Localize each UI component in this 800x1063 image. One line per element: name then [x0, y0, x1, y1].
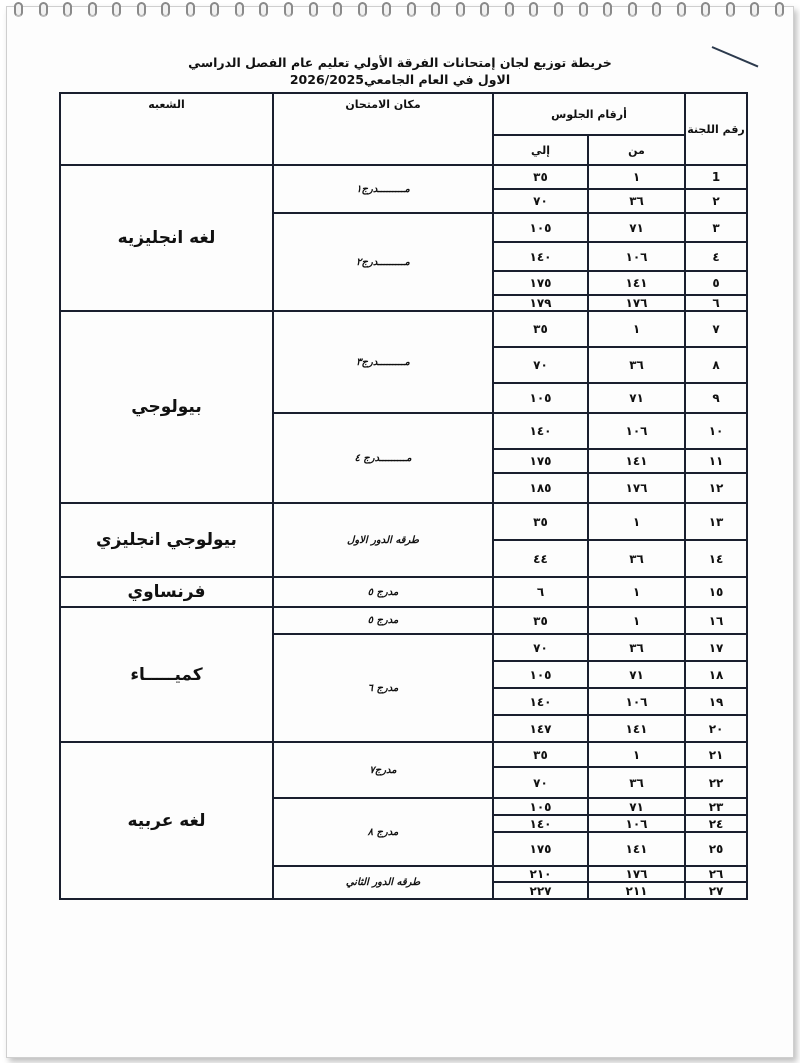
- binder-ring: [39, 2, 48, 17]
- header-to: إلي: [493, 135, 588, 165]
- exam-place: طرقه الدور الاول: [273, 503, 493, 577]
- header-division: الشعبه: [60, 93, 273, 165]
- binder-ring: [677, 2, 686, 17]
- binder-ring: [210, 2, 219, 17]
- binder-ring: [529, 2, 538, 17]
- table-row: [60, 503, 747, 540]
- seat-to: ٣٥: [493, 742, 588, 767]
- seat-from: ٧١: [588, 213, 685, 242]
- binder-ring: [579, 2, 588, 17]
- binder-ring: [14, 2, 23, 17]
- seat-from: ١٠٦: [588, 242, 685, 271]
- seat-to: ٤٤: [493, 540, 588, 577]
- committee-number: ١١: [685, 449, 747, 473]
- seat-from: ١٠٦: [588, 688, 685, 715]
- seat-to: ١٤٠: [493, 688, 588, 715]
- committee-number: 1: [685, 165, 747, 189]
- binder-ring: [284, 2, 293, 17]
- binder-ring: [775, 2, 784, 17]
- binder-ring: [112, 2, 121, 17]
- binder-ring: [235, 2, 244, 17]
- seat-to: ١٧٥: [493, 832, 588, 866]
- seat-from: ٣٦: [588, 634, 685, 661]
- committee-number: ١٩: [685, 688, 747, 715]
- committee-number: ٧: [685, 311, 747, 347]
- binder-ring: [63, 2, 72, 17]
- seat-to: ١٠٥: [493, 213, 588, 242]
- seat-to: ١٧٩: [493, 295, 588, 311]
- committee-number: ٢٦: [685, 866, 747, 882]
- exam-place: مدرج ٥: [273, 607, 493, 634]
- header-committee: رقم اللجنة: [685, 93, 747, 165]
- seat-to: ٢٢٧: [493, 882, 588, 899]
- committee-number: ١٧: [685, 634, 747, 661]
- seat-from: ١٤١: [588, 715, 685, 742]
- binder-ring: [382, 2, 391, 17]
- committee-number: ١٣: [685, 503, 747, 540]
- seat-from: ٣٦: [588, 189, 685, 213]
- binder-ring: [554, 2, 563, 17]
- exam-place: مدرج ٨: [273, 798, 493, 866]
- seat-to: ٧٠: [493, 634, 588, 661]
- committee-number: ١٨: [685, 661, 747, 688]
- committee-number: ٢٢: [685, 767, 747, 798]
- header-from: من: [588, 135, 685, 165]
- table-row: [60, 165, 747, 189]
- division-name: لغه انجليزيه: [60, 165, 273, 311]
- exam-distribution-table: [59, 92, 748, 900]
- binder-ring: [456, 2, 465, 17]
- binder-ring: [137, 2, 146, 17]
- seat-to: ٣٥: [493, 311, 588, 347]
- binder-ring: [333, 2, 342, 17]
- seat-to: ٢١٠: [493, 866, 588, 882]
- seat-from: ٧١: [588, 383, 685, 413]
- committee-number: ٢٣: [685, 798, 747, 815]
- seat-to: ٣٥: [493, 503, 588, 540]
- seat-to: ١٧٥: [493, 449, 588, 473]
- committee-number: ٢٤: [685, 815, 747, 832]
- committee-number: ١٢: [685, 473, 747, 503]
- seat-from: ١: [588, 577, 685, 607]
- seat-to: ١٤٠: [493, 815, 588, 832]
- committee-number: ٢٧: [685, 882, 747, 899]
- seat-to: ١٤٠: [493, 413, 588, 449]
- committee-number: ٢٠: [685, 715, 747, 742]
- binder-ring: [161, 2, 170, 17]
- seat-from: ١٧٦: [588, 473, 685, 503]
- seat-from: ١٤١: [588, 449, 685, 473]
- binder-ring: [750, 2, 759, 17]
- header-row: [60, 93, 747, 135]
- table-row: [60, 742, 747, 767]
- seat-to: ١٠٥: [493, 383, 588, 413]
- division-name: كميـــــاء: [60, 607, 273, 742]
- seat-from: ٢١١: [588, 882, 685, 899]
- binder-ring: [628, 2, 637, 17]
- committee-number: ٤: [685, 242, 747, 271]
- binder-ring: [259, 2, 268, 17]
- table-row: [60, 311, 747, 347]
- seat-from: ٧١: [588, 798, 685, 815]
- binder-ring: [358, 2, 367, 17]
- division-name: بيولوجي انجليزي: [60, 503, 273, 577]
- binder-ring: [186, 2, 195, 17]
- binder-ring: [309, 2, 318, 17]
- seat-from: ١٧٦: [588, 295, 685, 311]
- exam-place: طرقه الدور الثاني: [273, 866, 493, 899]
- exam-place: مـــــــــدرج ٤: [273, 413, 493, 503]
- seat-from: ١: [588, 607, 685, 634]
- committee-number: ٨: [685, 347, 747, 383]
- committee-number: ١٦: [685, 607, 747, 634]
- document-title: خريطة توزيع لجان إمتحانات الفرقة الأولي تعليم عام الفصل الدراسي: [188, 55, 612, 70]
- exam-place: مدرج ٦: [273, 634, 493, 742]
- seat-to: ١٨٥: [493, 473, 588, 503]
- seat-to: ٣٥: [493, 165, 588, 189]
- seat-to: ١٤٧: [493, 715, 588, 742]
- exam-place: مـــــــــدرج٢: [273, 213, 493, 311]
- seat-to: ١٧٥: [493, 271, 588, 295]
- seat-to: ١٤٠: [493, 242, 588, 271]
- seat-from: ٣٦: [588, 767, 685, 798]
- division-name: لغه عربيه: [60, 742, 273, 899]
- header-seats: أرقام الجلوس: [493, 93, 685, 135]
- committee-number: ٥: [685, 271, 747, 295]
- seat-to: ٧٠: [493, 767, 588, 798]
- binder-ring: [431, 2, 440, 17]
- binder-ring: [603, 2, 612, 17]
- seat-from: ٧١: [588, 661, 685, 688]
- committee-number: ١٥: [685, 577, 747, 607]
- seat-from: ١٠٦: [588, 815, 685, 832]
- seat-to: ١٠٥: [493, 661, 588, 688]
- seat-to: ٣٥: [493, 607, 588, 634]
- exam-place: مـــــــــدرج١: [273, 165, 493, 213]
- seat-from: ١٤١: [588, 832, 685, 866]
- seat-from: ١٤١: [588, 271, 685, 295]
- committee-number: ١٠: [685, 413, 747, 449]
- seat-to: ٦: [493, 577, 588, 607]
- binder-ring: [701, 2, 710, 17]
- seat-to: ٧٠: [493, 347, 588, 383]
- committee-number: ٩: [685, 383, 747, 413]
- seat-from: ٣٦: [588, 347, 685, 383]
- seat-from: ١٧٦: [588, 866, 685, 882]
- committee-number: ٦: [685, 295, 747, 311]
- seat-from: ١: [588, 742, 685, 767]
- exam-place: مدرج ٥: [273, 577, 493, 607]
- exam-place: مـــــــــدرج٣: [273, 311, 493, 413]
- committee-number: ١٤: [685, 540, 747, 577]
- division-name: بيولوجي: [60, 311, 273, 503]
- seat-to: ٧٠: [493, 189, 588, 213]
- header-place: مكان الامتحان: [273, 93, 493, 165]
- binder-ring: [480, 2, 489, 17]
- seat-from: ١: [588, 503, 685, 540]
- binder-ring: [505, 2, 514, 17]
- committee-number: ٣: [685, 213, 747, 242]
- division-name: فرنساوي: [60, 577, 273, 607]
- seat-from: ٣٦: [588, 540, 685, 577]
- table-row: [60, 577, 747, 607]
- binder-rings: [14, 2, 784, 24]
- binder-ring: [652, 2, 661, 17]
- seat-from: ١: [588, 165, 685, 189]
- seat-from: ١: [588, 311, 685, 347]
- binder-ring: [407, 2, 416, 17]
- document-subtitle: الاول في العام الجامعي2026/2025: [289, 72, 511, 87]
- seat-from: ١٠٦: [588, 413, 685, 449]
- seat-to: ١٠٥: [493, 798, 588, 815]
- committee-number: ٢١: [685, 742, 747, 767]
- table-row: [60, 607, 747, 634]
- exam-place: مدرج٧: [273, 742, 493, 798]
- committee-number: ٢: [685, 189, 747, 213]
- binder-ring: [88, 2, 97, 17]
- committee-number: ٢٥: [685, 832, 747, 866]
- binder-ring: [726, 2, 735, 17]
